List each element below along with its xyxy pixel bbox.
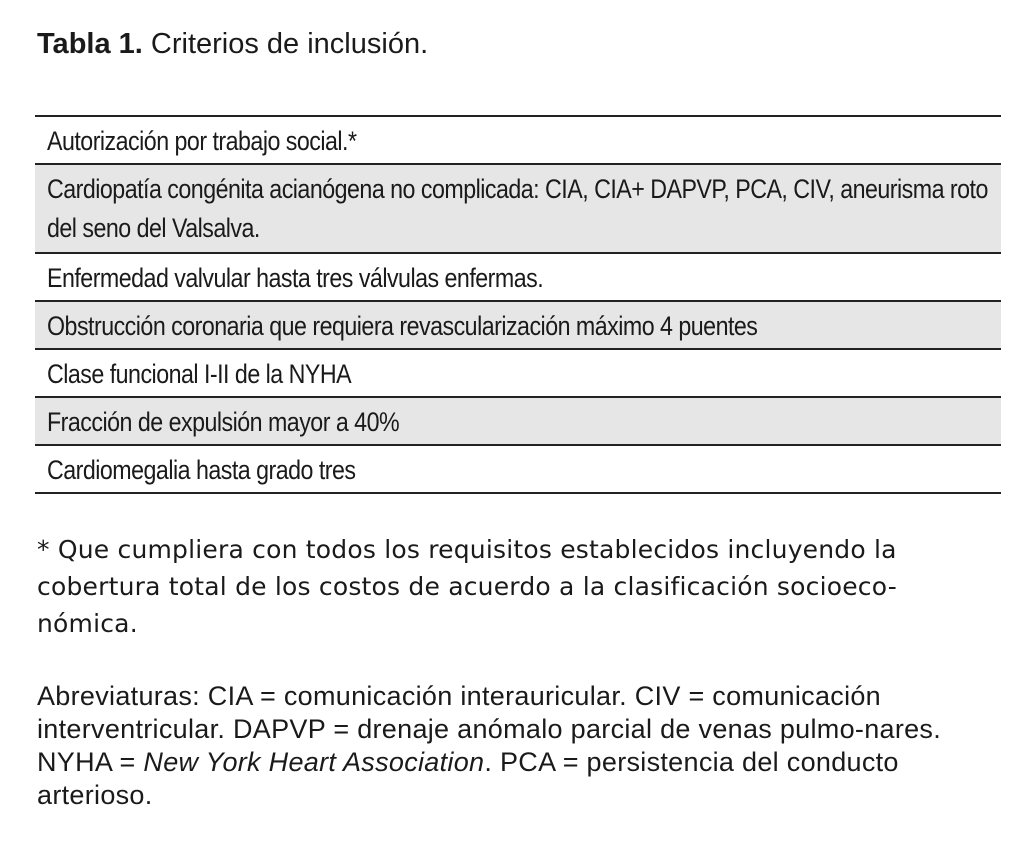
abbreviations-note	[37, 680, 987, 812]
table-cell: Clase funcional I-II de la NYHA	[47, 359, 352, 389]
table-row	[35, 117, 1001, 165]
table-row	[35, 165, 1001, 254]
abbreviations-text-2: . PCA = persistencia del conducto arterioso.	[37, 747, 899, 810]
inclusion-criteria-table	[35, 115, 1001, 494]
table-title	[37, 26, 428, 62]
table-row	[35, 254, 1001, 302]
table-cell: Cardiomegalia hasta grado tres	[47, 455, 356, 485]
table-cell: Obstrucción coronaria que requiera revascularización máximo 4 puentes	[47, 311, 758, 341]
table-cell: Cardiopatía congénita acianógena no complicada: CIA, CIA+ DAPVP, PCA, CIV, aneurisma roto del seno del Valsalva.	[47, 174, 988, 243]
table-title-label: Tabla 1.	[37, 28, 143, 60]
table-row	[35, 398, 1001, 446]
table-cell: Autorización por trabajo social.*	[47, 126, 357, 156]
table-row	[35, 446, 1001, 494]
table-row	[35, 350, 1001, 398]
table-cell: Enfermedad valvular hasta tres válvulas enfermas.	[47, 263, 544, 293]
table-footnote: * Que cumpliera con todos los requisitos establecidos incluyendo la cobertura total de los costos de acuerdo a la clasificación socioeco-nómica.	[37, 535, 897, 638]
table-row	[35, 302, 1001, 350]
table-cell: Fracción de expulsión mayor a 40%	[47, 407, 400, 437]
table-title-text: Criterios de inclusión.	[150, 28, 429, 60]
abbreviations-text-1: Abreviaturas: CIA = comunicación interauricular. CIV = comunicación interventricular. DAPVP = drenaje anómalo parcial de venas pulmo-nares. NYHA =	[37, 681, 942, 777]
abbreviations-italic: New York Heart Association	[143, 747, 485, 777]
